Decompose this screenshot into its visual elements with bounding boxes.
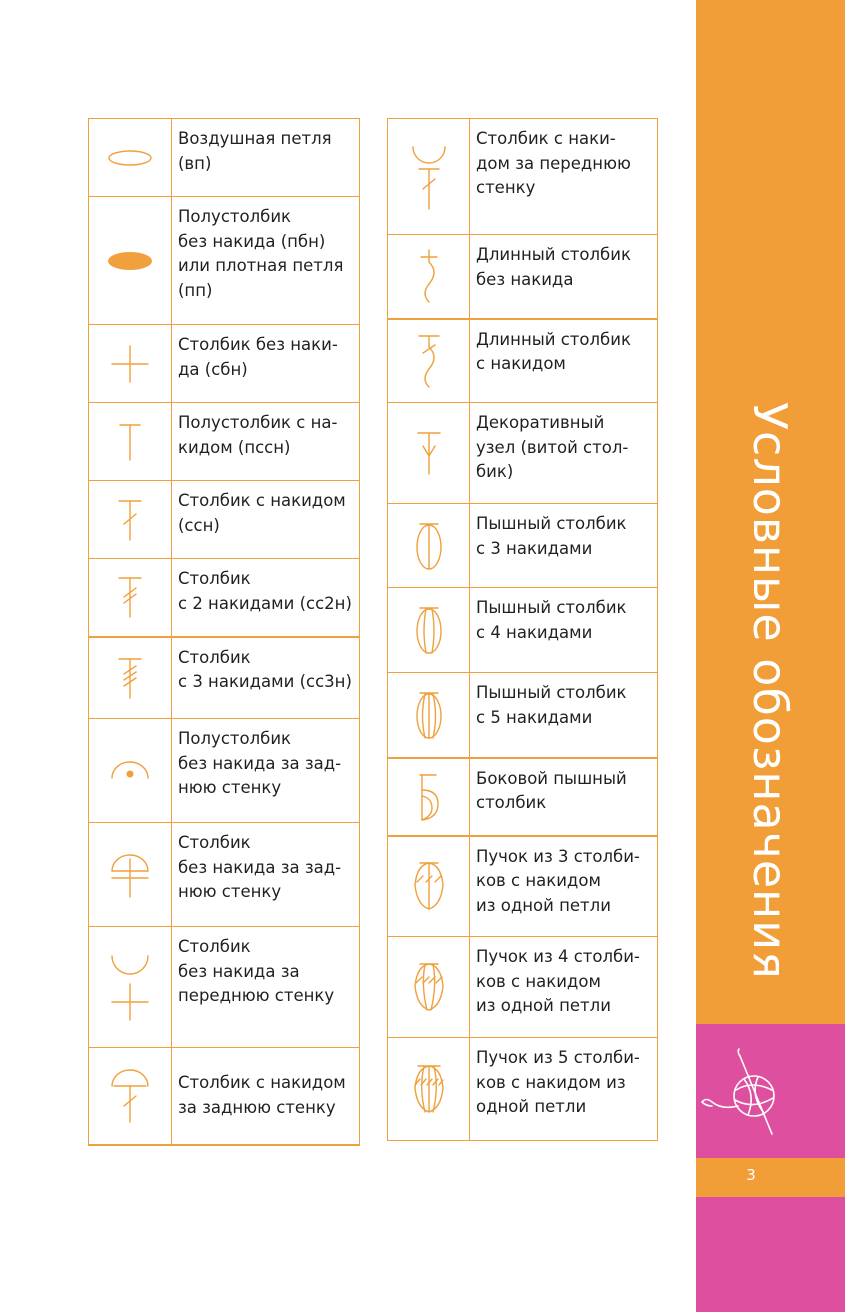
long-single-crochet-icon — [414, 248, 444, 304]
table-row — [388, 504, 658, 588]
symbol-cell — [388, 319, 470, 403]
symbol-cell — [89, 823, 172, 927]
symbol-label: Столбик без накида за переднюю стенку — [178, 937, 335, 1005]
symbol-label: Полустолбик без накида (пбн) или плотная петля (пп) — [178, 207, 344, 300]
table-row — [89, 637, 360, 719]
symbol-cell — [388, 403, 470, 504]
puff-stitch-4-icon — [414, 605, 444, 655]
table-row — [388, 1038, 658, 1141]
cluster-5-icon — [412, 1063, 446, 1115]
symbol-label: Столбик с наки- дом за переднюю стенку — [476, 129, 631, 197]
table-row — [388, 673, 658, 758]
symbol-label: Декоративный узел (витой стол- бик) — [476, 413, 629, 481]
symbol-cell — [388, 504, 470, 588]
label-cell — [470, 504, 658, 588]
symbol-label: Столбик с накидом за заднюю стенку — [178, 1073, 346, 1117]
label-cell — [172, 637, 360, 719]
symbol-label: Пучок из 5 столби- ков с накидом из одной петли — [476, 1048, 640, 1116]
symbol-label: Полустолбик с на- кидом (пссн) — [178, 413, 338, 457]
table-row — [388, 758, 658, 836]
label-cell — [172, 559, 360, 637]
label-cell — [470, 403, 658, 504]
label-cell — [172, 119, 360, 197]
symbol-label: Пышный столбик с 4 накидами — [476, 598, 627, 642]
symbol-label: Пучок из 3 столби- ков с накидом из одной петли — [476, 846, 640, 915]
label-cell — [470, 1038, 658, 1141]
label-cell — [470, 235, 658, 319]
symbol-label: Длинный столбик без накида — [476, 245, 631, 289]
label-cell — [172, 325, 360, 403]
single-crochet-front-loop-icon — [108, 952, 152, 1022]
symbol-cell — [388, 673, 470, 758]
label-cell — [470, 319, 658, 403]
label-cell — [172, 823, 360, 927]
label-cell — [172, 481, 360, 559]
table-row — [89, 481, 360, 559]
label-cell — [172, 1048, 360, 1145]
symbol-cell — [388, 1038, 470, 1141]
yarn-ball-hook-icon — [700, 1046, 780, 1138]
section-title — [696, 402, 845, 1002]
symbol-label: Пышный столбик с 3 накидами — [476, 514, 627, 558]
treble-crochet-icon — [115, 575, 145, 619]
symbol-cell — [388, 119, 470, 235]
half-double-crochet-icon — [115, 422, 145, 462]
label-cell — [172, 927, 360, 1048]
label-cell — [470, 119, 658, 235]
symbol-cell — [388, 758, 470, 836]
label-cell — [470, 836, 658, 937]
pink-bottom-block — [696, 1197, 845, 1312]
symbol-cell — [89, 1048, 172, 1145]
symbol-cell — [89, 197, 172, 325]
label-cell — [470, 673, 658, 758]
double-crochet-icon — [115, 498, 145, 542]
label-cell — [172, 403, 360, 481]
slip-stitch-icon — [107, 251, 153, 271]
table-row — [388, 319, 658, 403]
symbol-label: Столбик без накида за зад- нюю стенку — [178, 833, 342, 901]
cluster-3-icon — [412, 860, 446, 912]
symbol-cell — [89, 719, 172, 823]
double-treble-crochet-icon — [115, 656, 145, 700]
left-legend-table — [88, 118, 360, 1146]
symbol-label: Пучок из 4 столби- ков с накидом из одной петли — [476, 947, 640, 1015]
table-row — [388, 119, 658, 235]
table-row — [89, 325, 360, 403]
page-number: 3 — [746, 1166, 756, 1184]
table-row — [388, 937, 658, 1038]
slip-stitch-back-loop-icon — [108, 756, 152, 786]
symbol-label: Столбик с накидом (ссн) — [178, 491, 346, 535]
right-legend-table — [387, 118, 658, 1141]
puff-stitch-3-icon — [414, 521, 444, 571]
symbol-cell — [89, 403, 172, 481]
symbol-cell — [89, 325, 172, 403]
label-cell — [470, 758, 658, 836]
single-crochet-icon — [110, 344, 150, 384]
symbol-label: Полустолбик без накида за зад- нюю стенку — [178, 729, 342, 797]
symbol-label: Столбик без наки- да (сбн) — [178, 335, 338, 379]
symbol-cell — [388, 836, 470, 937]
symbol-cell — [388, 588, 470, 673]
double-crochet-front-loop-icon — [409, 143, 449, 211]
chain-stitch-icon — [107, 149, 153, 167]
symbol-label: Боковой пышный столбик — [476, 768, 627, 812]
single-crochet-back-loop-icon — [108, 851, 152, 899]
symbol-label: Воздушная петля (вп) — [178, 129, 332, 173]
table-row — [388, 235, 658, 319]
table-row — [89, 403, 360, 481]
table-row — [89, 197, 360, 325]
long-double-crochet-icon — [414, 333, 444, 389]
symbol-label: Длинный столбик с накидом — [476, 329, 631, 373]
table-row — [89, 823, 360, 927]
table-row — [388, 588, 658, 673]
side-puff-stitch-icon — [414, 772, 444, 822]
decorative-knot-icon — [414, 430, 444, 476]
label-cell — [470, 937, 658, 1038]
table-row — [89, 119, 360, 197]
symbol-cell — [89, 119, 172, 197]
symbol-label: Пышный столбик с 5 накидами — [476, 683, 627, 727]
symbol-cell — [89, 637, 172, 719]
label-cell — [172, 197, 360, 325]
table-row — [388, 403, 658, 504]
table-row — [89, 559, 360, 637]
label-cell — [172, 719, 360, 823]
table-row — [89, 927, 360, 1048]
symbol-cell — [388, 937, 470, 1038]
symbol-cell — [89, 927, 172, 1048]
symbol-cell — [89, 559, 172, 637]
cluster-4-icon — [412, 961, 446, 1013]
label-cell — [470, 588, 658, 673]
symbol-label: Столбик с 2 накидами (сс2н) — [178, 569, 352, 613]
table-row — [89, 719, 360, 823]
puff-stitch-5-icon — [414, 690, 444, 740]
symbol-label: Столбик с 3 накидами (сс3н) — [178, 647, 352, 691]
table-row — [388, 836, 658, 937]
double-crochet-back-loop-icon — [108, 1066, 152, 1126]
section-title-text: Условные обозначения — [743, 402, 797, 980]
table-row — [89, 1048, 360, 1145]
symbol-cell — [388, 235, 470, 319]
symbol-cell — [89, 481, 172, 559]
